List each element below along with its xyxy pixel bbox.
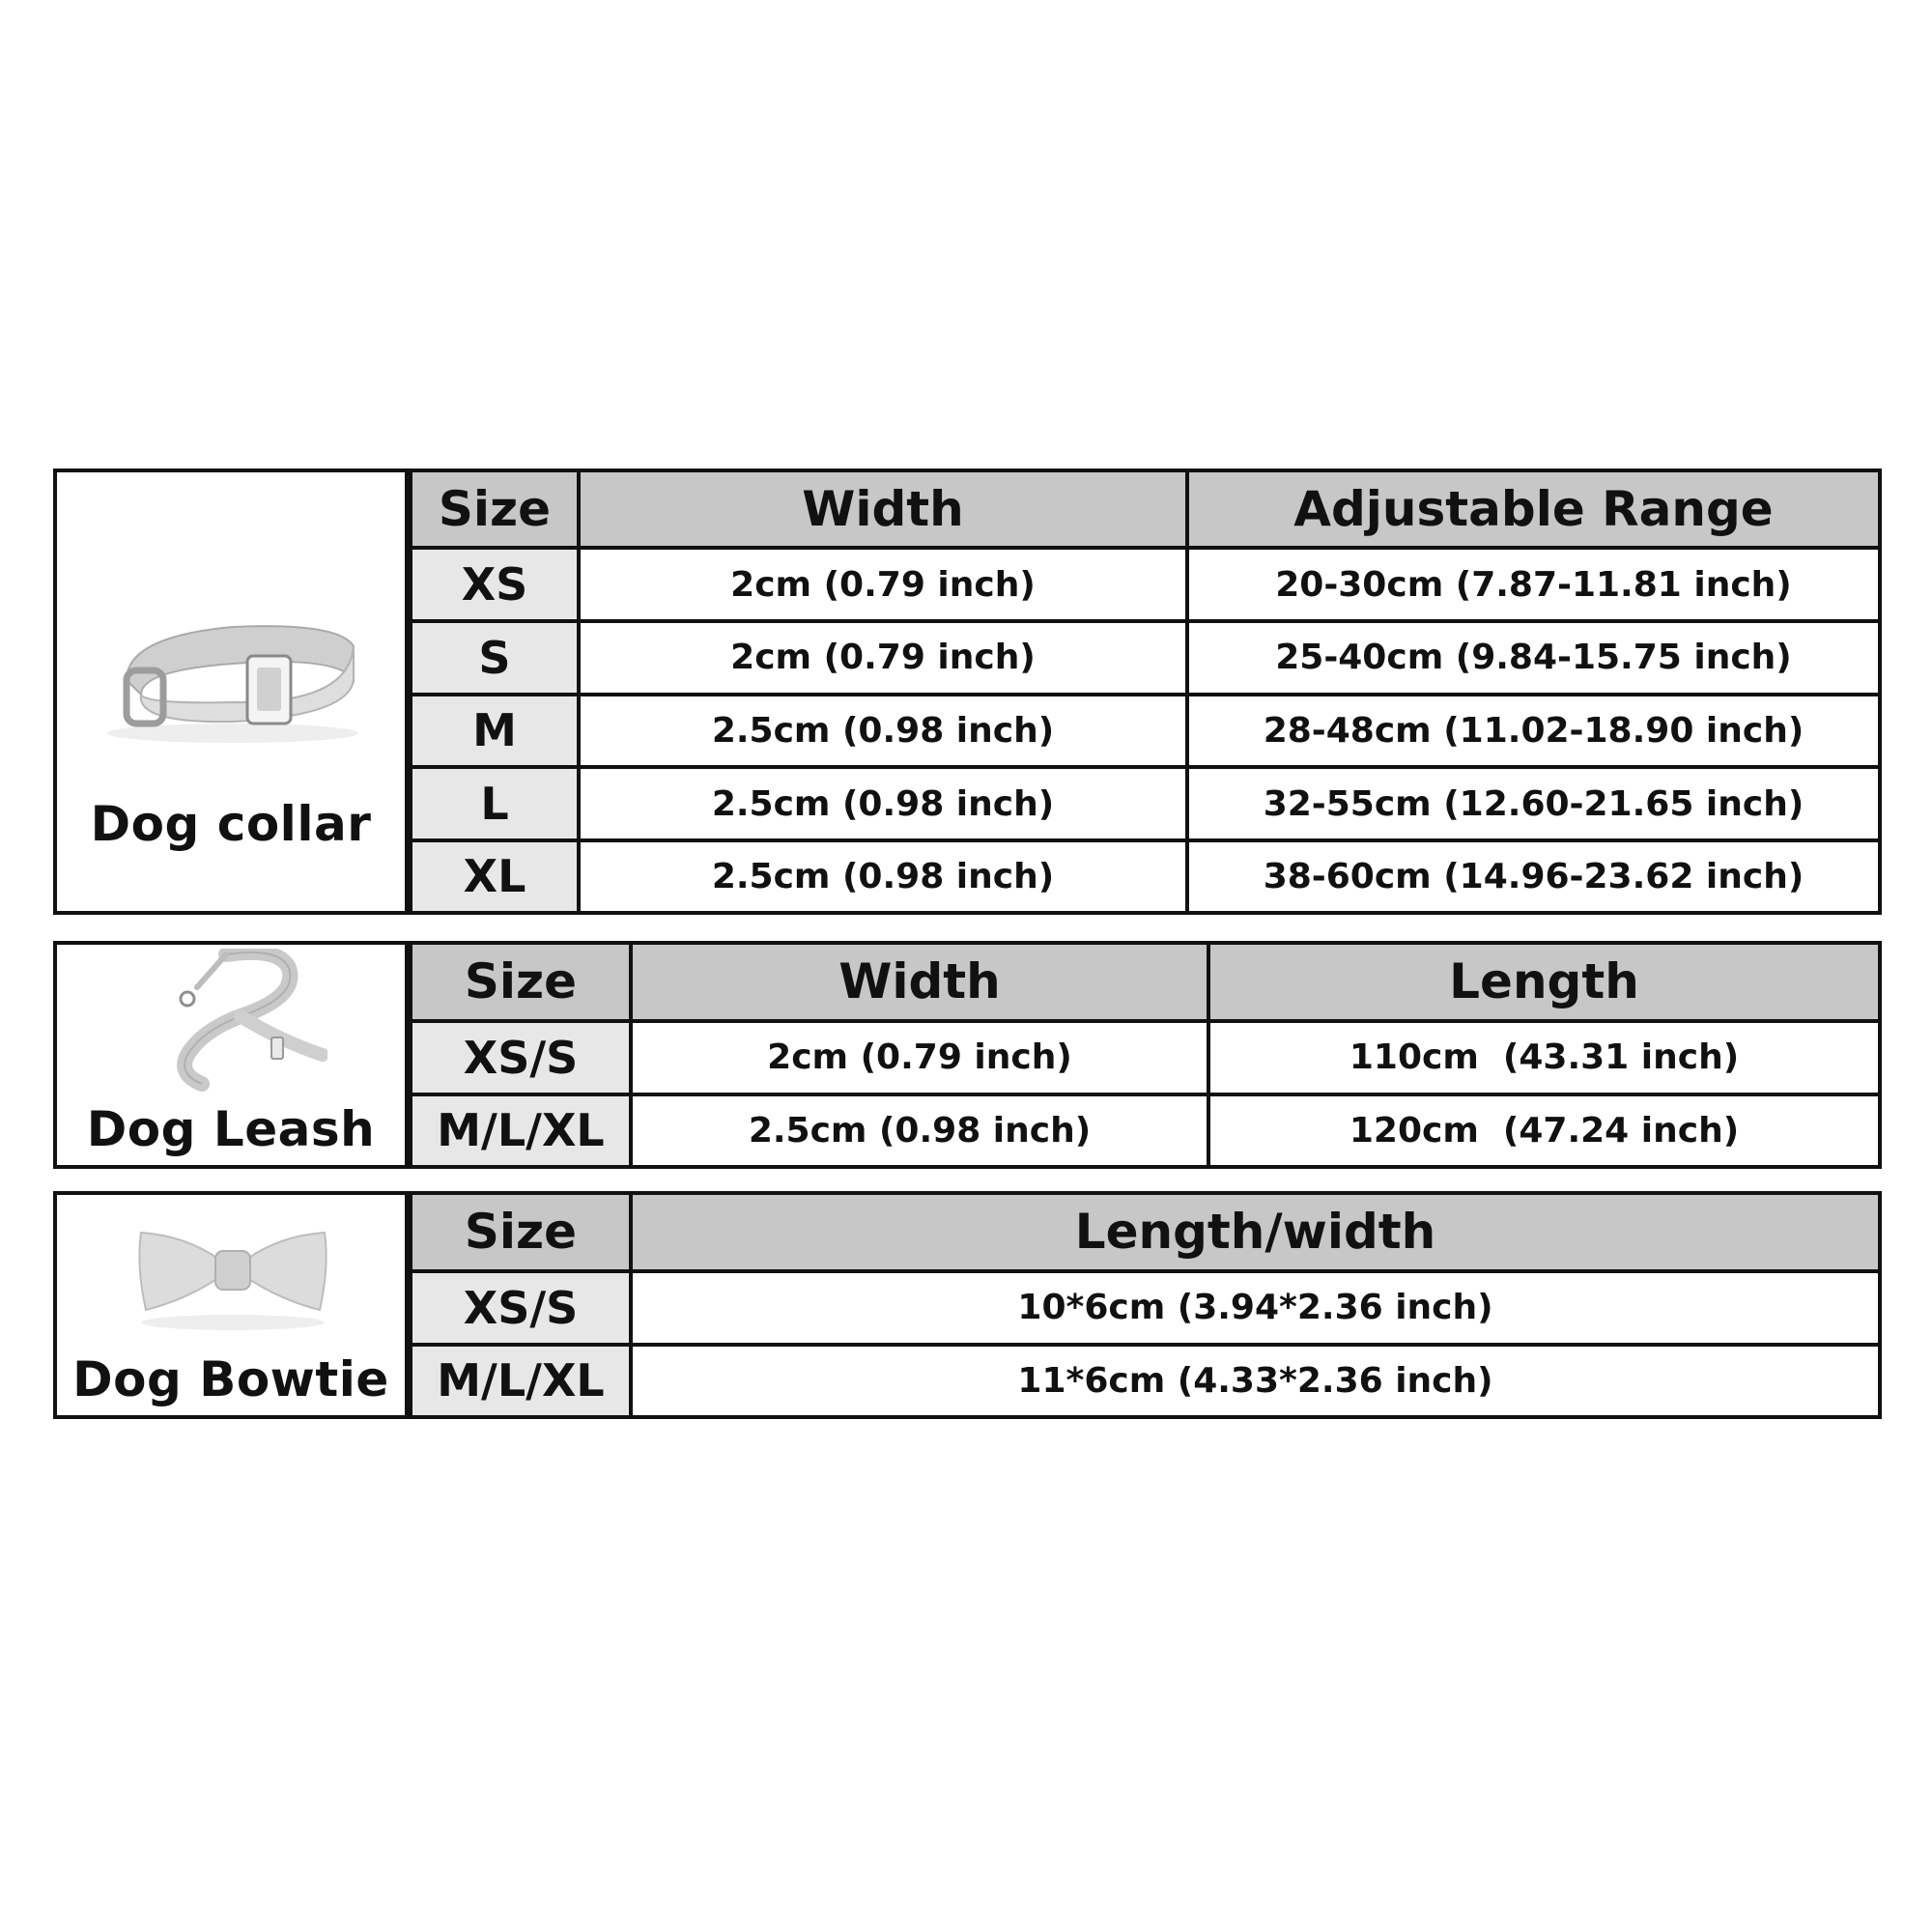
length-cell: 110cm (43.31 inch) <box>1208 1021 1878 1094</box>
size-cell: L <box>411 767 579 840</box>
size-cell: XL <box>411 840 579 911</box>
bowtie-icon <box>127 1208 339 1334</box>
table-row <box>411 1021 1878 1094</box>
width-cell: 2.5cm (0.98 inch) <box>579 840 1187 911</box>
collar-size-table <box>409 472 1878 911</box>
leash-icon <box>134 949 327 1094</box>
bowtie-product-cell <box>57 1195 409 1415</box>
size-cell: XS <box>411 548 579 621</box>
bowtie-product-name: Dog Bowtie <box>72 1351 389 1407</box>
size-cell: XS/S <box>411 1021 631 1094</box>
collar-size-block <box>53 469 1882 915</box>
table-row <box>411 840 1878 911</box>
collar-header-row <box>411 472 1878 548</box>
collar-header-range: Adjustable Range <box>1187 472 1878 548</box>
leash-product-name: Dog Leash <box>86 1101 376 1157</box>
leash-header-size: Size <box>411 945 631 1021</box>
table-row <box>411 767 1878 840</box>
table-row <box>411 695 1878 768</box>
length-width-cell: 11*6cm (4.33*2.36 inch) <box>631 1345 1878 1415</box>
range-cell: 38-60cm (14.96-23.62 inch) <box>1187 840 1878 911</box>
width-cell: 2cm (0.79 inch) <box>579 548 1187 621</box>
collar-header-width: Width <box>579 472 1187 548</box>
bowtie-header-row <box>411 1195 1878 1271</box>
width-cell: 2cm (0.79 inch) <box>631 1021 1208 1094</box>
range-cell: 32-55cm (12.60-21.65 inch) <box>1187 767 1878 840</box>
width-cell: 2.5cm (0.98 inch) <box>631 1094 1208 1165</box>
leash-product-cell <box>57 945 409 1165</box>
leash-header-row <box>411 945 1878 1021</box>
collar-header-size: Size <box>411 472 579 548</box>
bowtie-header-size: Size <box>411 1195 631 1271</box>
length-width-cell: 10*6cm (3.94*2.36 inch) <box>631 1271 1878 1345</box>
leash-header-length: Length <box>1208 945 1878 1021</box>
table-row <box>411 1271 1878 1345</box>
table-row <box>411 621 1878 695</box>
collar-product-cell <box>57 472 409 911</box>
leash-header-width: Width <box>631 945 1208 1021</box>
leash-size-table <box>409 945 1878 1165</box>
table-row <box>411 548 1878 621</box>
size-cell: S <box>411 621 579 695</box>
range-cell: 28-48cm (11.02-18.90 inch) <box>1187 695 1878 768</box>
width-cell: 2.5cm (0.98 inch) <box>579 767 1187 840</box>
width-cell: 2.5cm (0.98 inch) <box>579 695 1187 768</box>
size-cell: M/L/XL <box>411 1094 631 1165</box>
size-cell: M/L/XL <box>411 1345 631 1415</box>
bowtie-size-block <box>53 1191 1882 1419</box>
width-cell: 2cm (0.79 inch) <box>579 621 1187 695</box>
size-cell: XS/S <box>411 1271 631 1345</box>
bowtie-size-table <box>409 1195 1878 1415</box>
collar-icon <box>88 588 378 753</box>
size-cell: M <box>411 695 579 768</box>
length-cell: 120cm (47.24 inch) <box>1208 1094 1878 1165</box>
leash-size-block <box>53 941 1882 1169</box>
collar-product-name: Dog collar <box>90 796 372 852</box>
table-row <box>411 1345 1878 1415</box>
bowtie-header-length-width: Length/width <box>631 1195 1878 1271</box>
range-cell: 25-40cm (9.84-15.75 inch) <box>1187 621 1878 695</box>
range-cell: 20-30cm (7.87-11.81 inch) <box>1187 548 1878 621</box>
table-row <box>411 1094 1878 1165</box>
